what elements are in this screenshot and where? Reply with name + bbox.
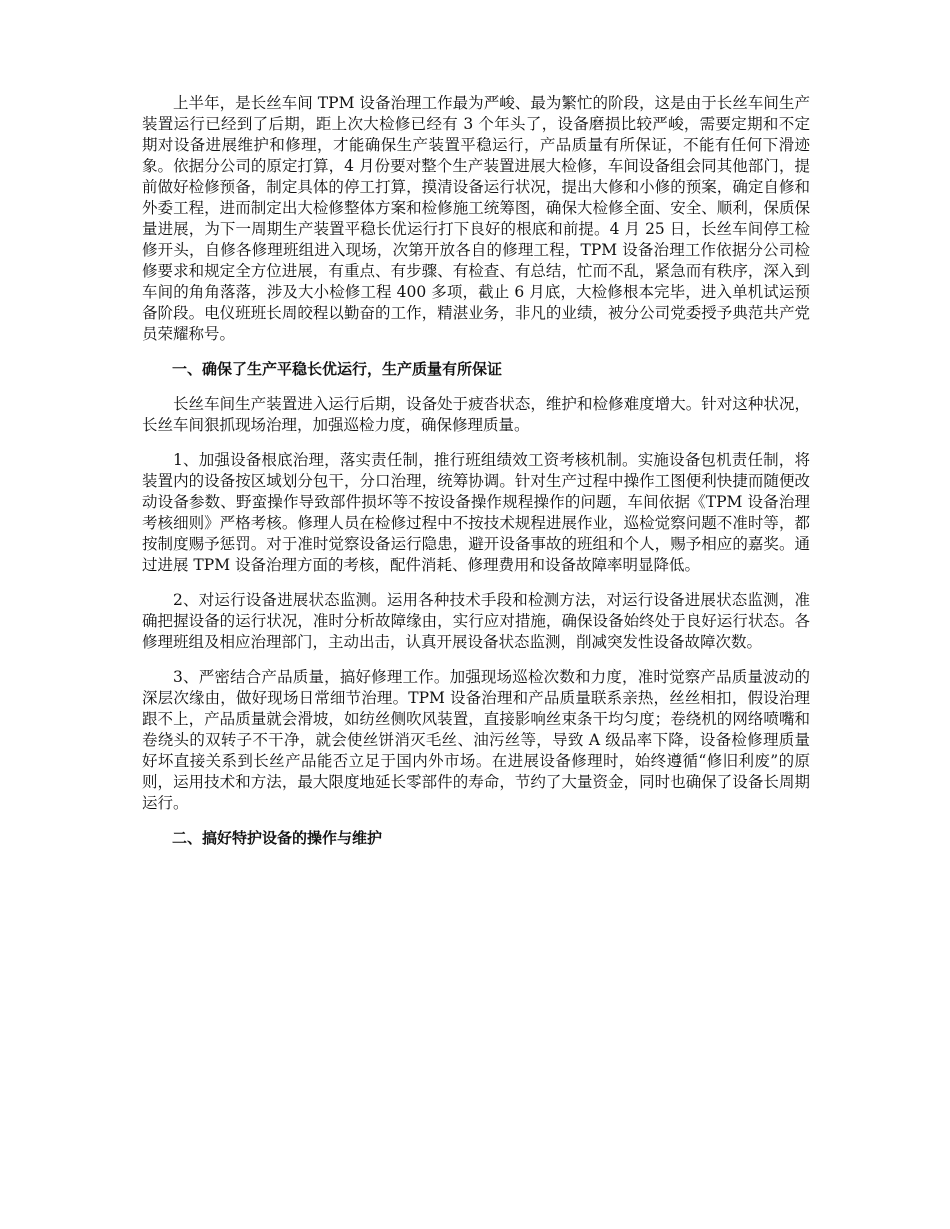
section-1-item-3: 3、严密结合产品质量，搞好修理工作。加强现场巡检次数和力度，准时觉察产品质量波动的深层次缘由，做好现场日常细节治理。TPM 设备治理和产品质量联系亲热，丝丝相扣，假设治理跟不上，产品质量就会滑坡，如纺丝侧吹风装置，直接影响丝束条干均匀度；卷绕机的网络喷嘴和卷绕头的双转子不干净，就会使丝饼消灭毛丝、油污丝等，导致 A 级品率下降，设备检修理质量好坏直接关系到长丝产品能否立足于国内外市场。在进展设备修理时，始终遵循“修旧利废”的原则，运用技术和方法，最大限度地延长零部件的寿命，节约了大量资金，同时也确保了设备长周期运行。 xyxy=(142,668,810,812)
document-page xyxy=(142,93,810,863)
section-1-paragraph: 长丝车间生产装置进入运行后期，设备处于疲沓状态，维护和检修难度增大。针对这种状况，长丝车间狠抓现场治理，加强巡检力度，确保修理质量。 xyxy=(142,395,810,434)
section-1-item-2: 2、对运行设备进展状态监测。运用各种技术手段和检测方法，对运行设备进展状态监测，准确把握设备的运行状况，准时分析故障缘由，实行应对措施，确保设备始终处于良好运行状态。各修理班组及相应治理部门，主动出击，认真开展设备状态监测，削减突发性设备故障次数。 xyxy=(142,591,810,651)
section-heading-2: 二、搞好特护设备的操作与维护 xyxy=(172,829,383,847)
section-heading-1: 一、确保了生产平稳长优运行，生产质量有所保证 xyxy=(172,360,503,378)
section-1-item-1: 1、加强设备根底治理，落实责任制，推行班组绩效工资考核机制。实施设备包机责任制，将装置内的设备按区域划分包干，分口治理，统筹协调。针对生产过程中操作工图便利快捷而随便改动设备参数、野蛮操作导致部件损坏等不按设备操作规程操作的问题，车间依据《TPM 设备治理考核细则》严格考核。修理人员在检修过程中不按技术规程进展作业，巡检觉察问题不准时等，都按制度赐予惩罚。对于准时觉察设备运行隐患，避开设备事故的班组和个人，赐予相应的嘉奖。通过进展 TPM 设备治理方面的考核，配件消耗、修理费用和设备故障率明显降低。 xyxy=(142,451,810,574)
intro-paragraph: 上半年，是长丝车间 TPM 设备治理工作最为严峻、最为繁忙的阶段，这是由于长丝车间生产装置运行已经到了后期，距上次大检修已经有 3 个年头了，设备磨损比较严峻，需要定期和不定期对设备进展维护和修理，才能确保生产装置平稳运行，产品质量有所保证，不能有任何下滑迹象。依据分公司的原定打算，4 月份要对整个生产装置进展大检修，车间设备组会同其他部门，提前做好检修预备，制定具体的停工打算，摸清设备运行状况，提出大修和小修的预案，确定自修和外委工程，进而制定出大检修整体方案和检修施工统筹图，确保大检修全面、安全、顺利，保质保量进展，为下一周期生产装置平稳长优运行打下良好的根底和前提。4 月 25 日，长丝车间停工检修开头，自修各修理班组进入现场，次第开放各自的修理工程，TPM 设备治理工作依据分公司检修要求和规定全方位进展，有重点、有步骤、有检查、有总结，忙而不乱，紧急而有秩序，深入到车间的角角落落，涉及大小检修工程 400 多项，截止 6 月底，大检修根本完毕，进入单机试运预备阶段。电仪班班长周皎程以勤奋的工作，精湛业务，非凡的业绩，被分公司党委授予典范共产党员荣耀称号。 xyxy=(142,94,810,343)
